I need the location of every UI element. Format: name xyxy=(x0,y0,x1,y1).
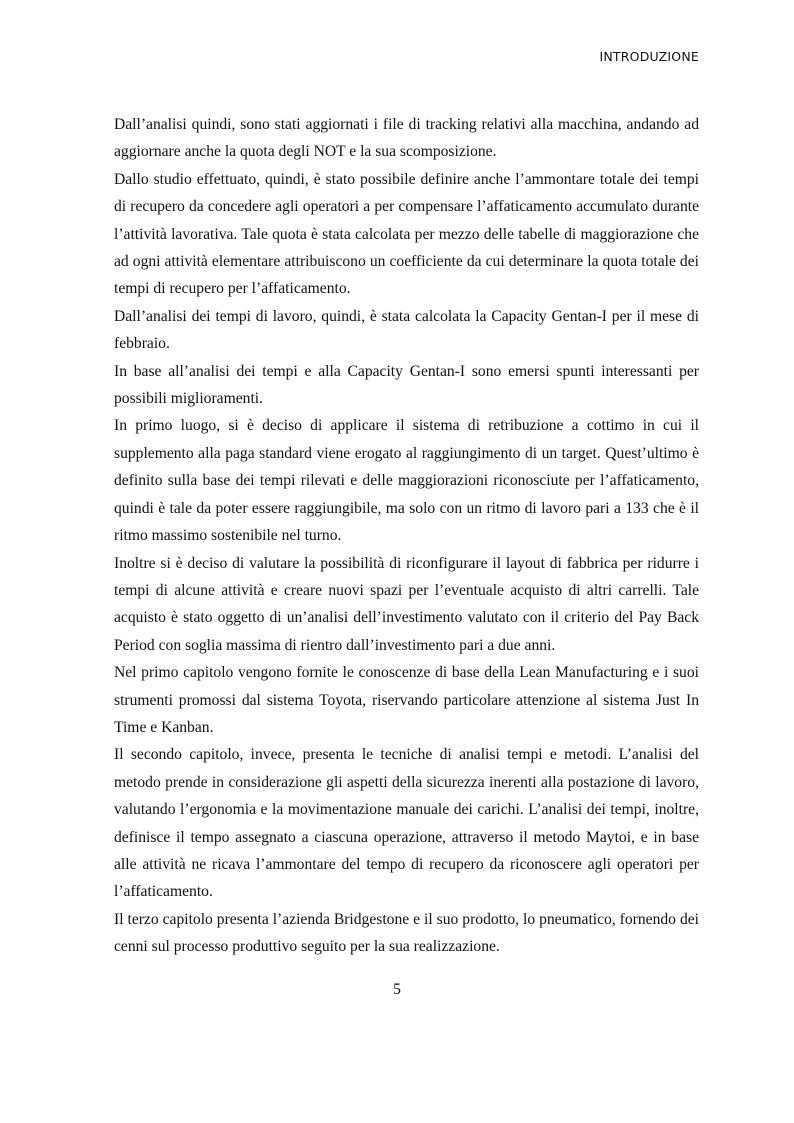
body-text xyxy=(114,111,699,961)
paragraph: Dallo studio effettuato, quindi, è stato possibile definire anche l’ammontare totale dei tempi di recupero da concedere agli operatori a per compensare l’affaticamento accumulato durante l’attività lavorativa. Tale quota è stata calcolata per mezzo delle tabelle di maggiorazione che ad ogni attività elementare attribuiscono un coefficiente da cui determinare la quota totale dei tempi di recupero per l’affaticamento. xyxy=(114,170,699,298)
running-header: INTRODUZIONE xyxy=(599,49,699,64)
paragraph: Il secondo capitolo, invece, presenta le tecniche di analisi tempi e metodi. L’analisi del metodo prende in considerazione gli aspetti della sicurezza inerenti alla postazione di lavoro, valutando l’ergonomia e la movimentazione manuale dei carichi. L’analisi dei tempi, inoltre, definisce il tempo assegnato a ciascuna operazione, attraverso il metodo Maytoi, e in base alle attività ne ricava l’ammontare del tempo di recupero da riconoscere agli operatori per l’affaticamento. xyxy=(114,746,699,901)
page-number: 5 xyxy=(393,981,401,998)
paragraph: In base all’analisi dei tempi e alla Capacity Gentan-I sono emersi spunti interessanti per possibili miglioramenti. xyxy=(114,362,699,408)
paragraph: Il terzo capitolo presenta l’azienda Bridgestone e il suo prodotto, lo pneumatico, fornendo dei cenni sul processo produttivo seguito per la sua realizzazione. xyxy=(114,910,699,956)
paragraph: Dall’analisi quindi, sono stati aggiornati i file di tracking relativi alla macchina, andando ad aggiornare anche la quota degli NOT e la sua scomposizione. xyxy=(114,116,699,161)
paragraph: Inoltre si è deciso di valutare la possibilità di riconfigurare il layout di fabbrica per ridurre i tempi di alcune attività e creare nuovi spazi per l’eventuale acquisto di altri carrelli. Tale acquisto è stato oggetto di un’analisi dell’investimento valutato con il criterio del Pay Back Period con soglia massima di rientro dall’investimento pari a due anni. xyxy=(114,554,699,654)
paragraph: Nel primo capitolo vengono fornite le conoscenze di base della Lean Manufacturing e i suoi strumenti promossi dal sistema Toyota, riservando particolare attenzione al sistema Just In Time e Kanban. xyxy=(114,664,699,736)
paragraph: In primo luogo, si è deciso di applicare il sistema di retribuzione a cottimo in cui il supplemento alla paga standard viene erogato al raggiungimento di un target. Quest’ultimo è definito sulla base dei tempi rilevati e delle maggiorazioni riconosciute per l’affaticamento, quindi è tale da poter essere raggiungibile, ma solo con un ritmo di lavoro pari a 133 che è il ritmo massimo sostenibile nel turno. xyxy=(114,417,699,545)
paragraph: Dall’analisi dei tempi di lavoro, quindi, è stata calcolata la Capacity Gentan-I per il mese di febbraio. xyxy=(114,307,699,353)
